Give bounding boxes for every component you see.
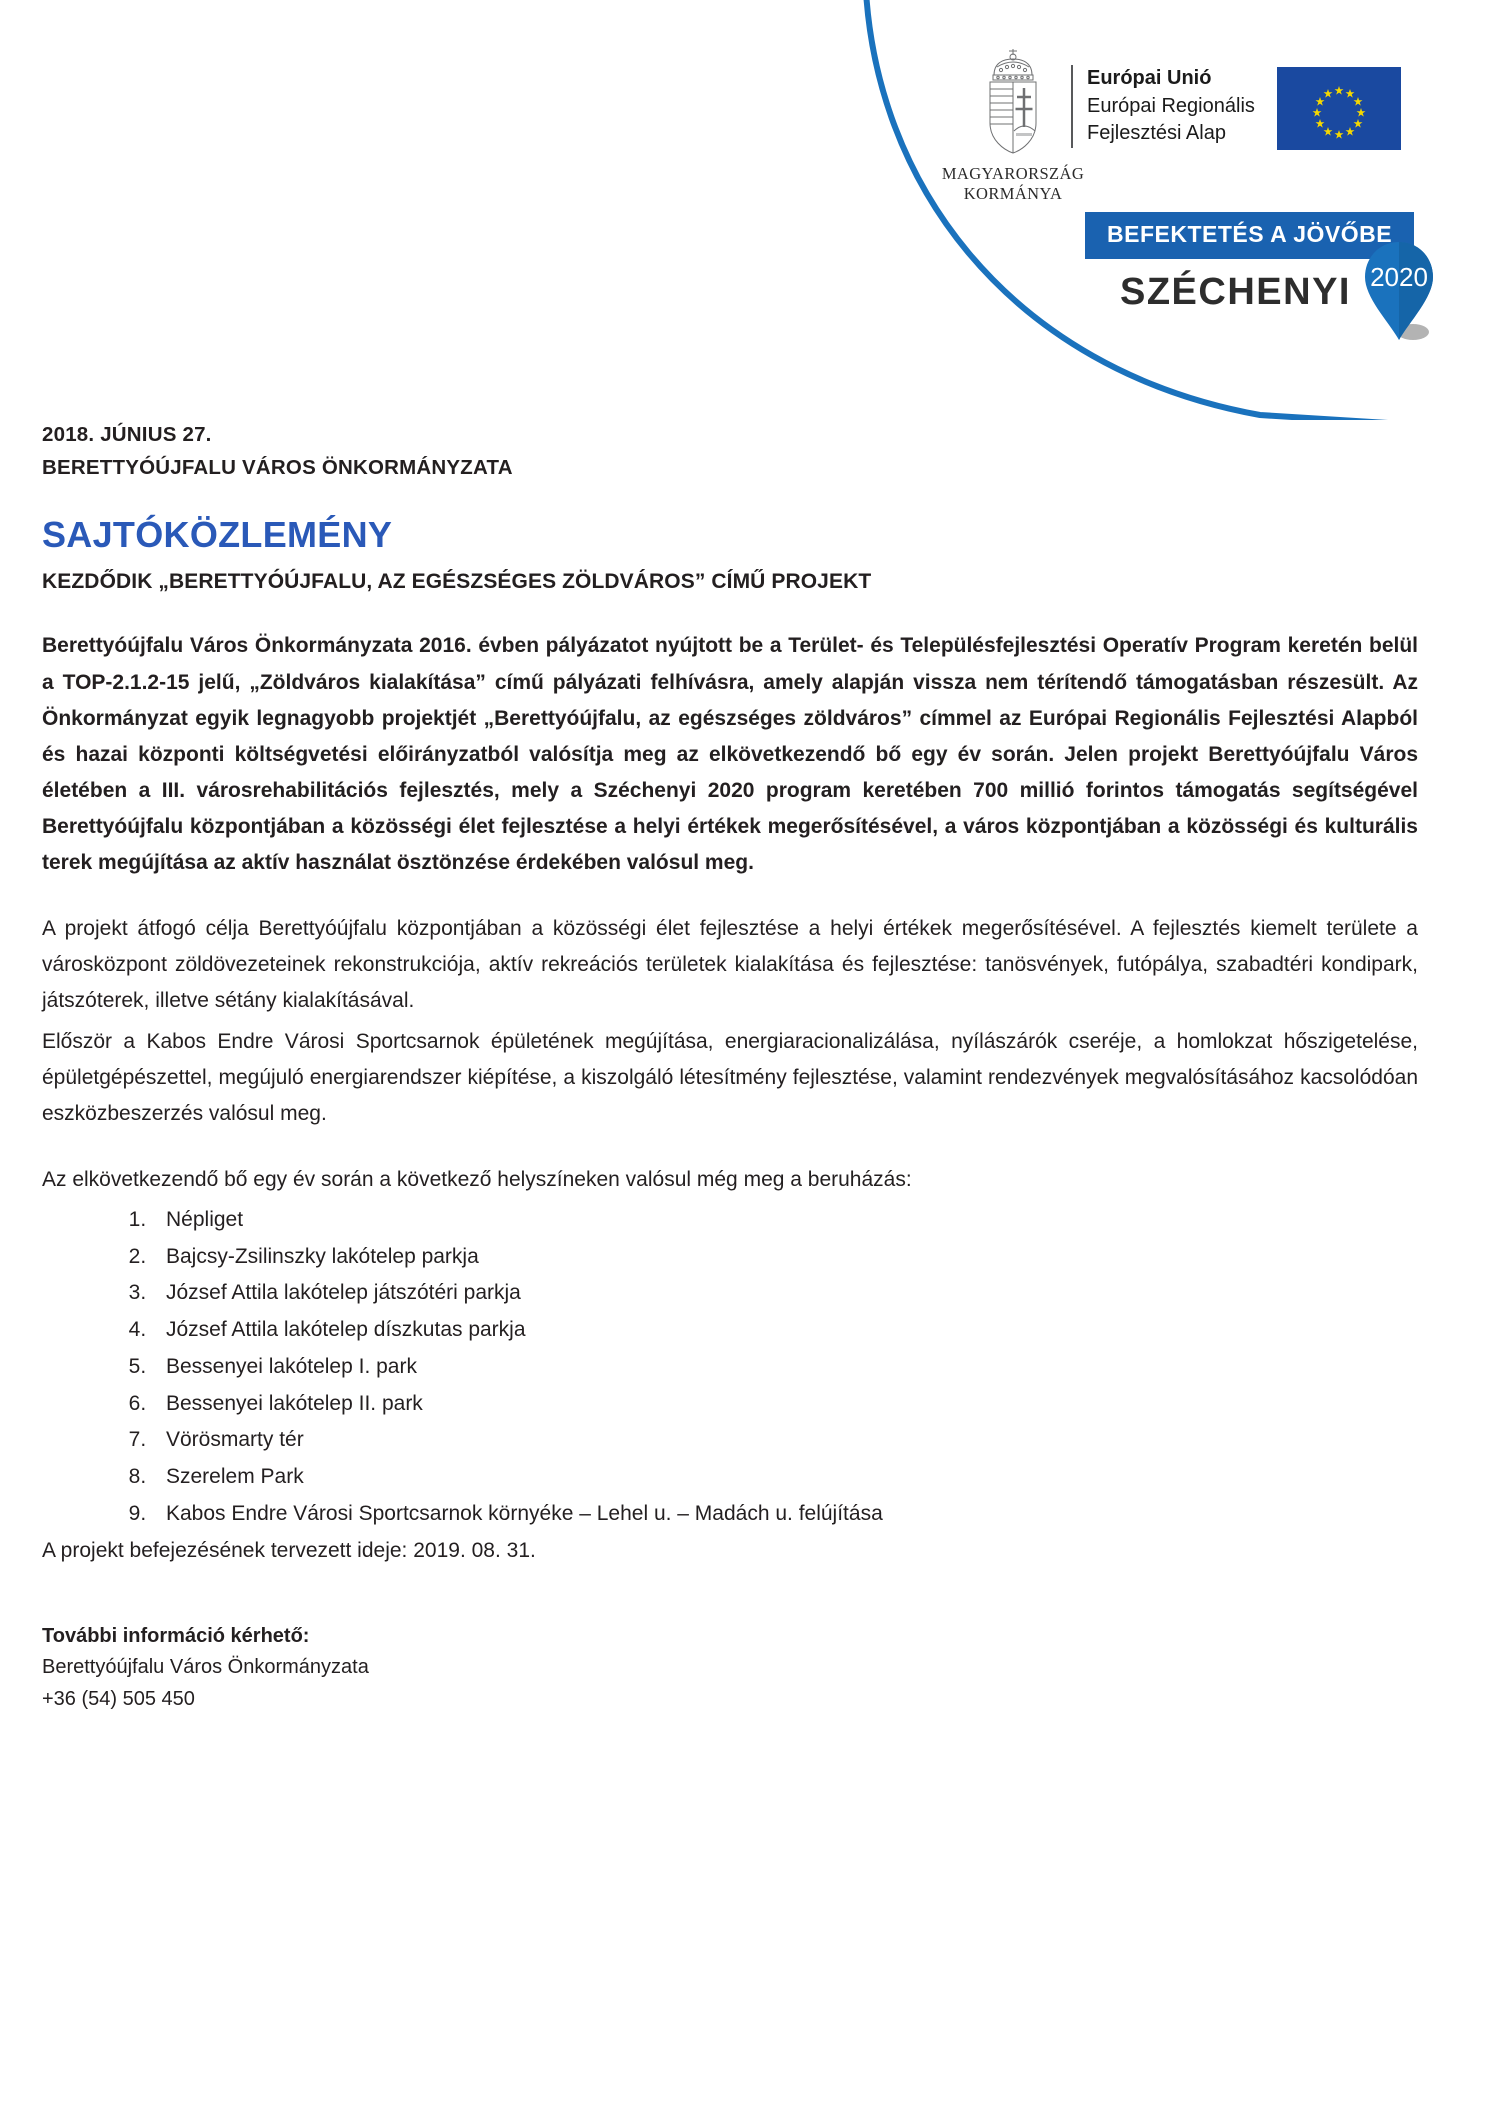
list-item: 7. Vörösmarty tér <box>152 1422 1418 1459</box>
logo-row-top <box>941 45 1401 204</box>
lead-paragraph: Berettyóújfalu Város Önkormányzata 2016. évben pályázatot nyújtott be a Terület- és Településfejlesztési Operatív Program keretén belül a TOP-2.1.2-15 jelű, „Zöldváros kialakítása” című pályázati felhívásra, amely alapján vissza nem térítendő támogatásban részesült. Az Önkormányzat egyik legnagyobb projektjét „Berettyóújfalu, az egészséges zöldváros” címmel az Európai Regionális Fejlesztési Alapból és hazai központi költségvetési előirányzatból valósítja meg az elkövetkezendő bő egy év során. Jelen projekt Berettyóújfalu Város életében a III. városrehabilitációs fejlesztés, mely a Széchenyi 2020 program keretében 700 millió forintos támogatás segítségével Berettyóújfalu központjában a közösségi élet fejlesztése a helyi értékek megerősítésével, a város központjában a közösségi és kulturális terek megújítása az aktív használat ösztönzése érdekében valósul meg. <box>42 634 1418 875</box>
eu-flag-icon <box>1277 67 1401 150</box>
funding-logos <box>941 45 1414 259</box>
eu-line-3: Fejlesztési Alap <box>1087 122 1226 145</box>
eu-stars <box>1277 67 1401 150</box>
szechenyi-2020-logo <box>1120 240 1441 344</box>
list-item: 5. Bessenyei lakótelep I. park <box>152 1349 1418 1386</box>
page-title: SAJTÓKÖZLEMÉNY <box>42 514 393 556</box>
hungary-government-label <box>942 164 1084 204</box>
coa-line-1: MAGYARORSZÁG <box>941 164 1085 183</box>
paragraph-overview: A projekt átfogó célja Berettyóújfalu központjában a közösségi élet fejlesztése a helyi értékek megerősítésével. A fejlesztés kiemelt területe a városközpont zöldövezeteinek rekonstrukciója, aktív rekreációs területek kialakítása és fejlesztése: tanösvények, futópálya, szabadtéri kondipark, játszóterek, illetve sétány kialakításával. <box>42 917 1418 1013</box>
site-list-intro: Az elkövetkezendő bő egy év során a következő helyszíneken valósul még meg a beruházás: <box>42 1167 912 1191</box>
document-body <box>42 418 1418 1716</box>
szechenyi-map-pin-icon <box>1357 240 1441 344</box>
szechenyi-year: 2020 <box>1370 262 1428 292</box>
publication-date: 2018. JÚNIUS 27. <box>42 423 212 446</box>
list-item: 3. József Attila lakótelep játszótéri parkja <box>152 1275 1418 1312</box>
document-header <box>0 0 1500 420</box>
issuing-organization: BERETTYÓÚJFALU VÁROS ÖNKORMÁNYZATA <box>42 456 513 480</box>
list-item: 2. Bajcsy-Zsilinszky lakótelep parkja <box>152 1239 1418 1276</box>
list-item: 1. Népliget <box>152 1202 1418 1239</box>
contact-block <box>42 1621 1418 1716</box>
eu-line-2: Európai Regionális <box>1087 94 1255 117</box>
coa-line-2: KORMÁNYA <box>963 184 1063 204</box>
investment-site-list <box>42 1202 1418 1533</box>
contact-heading: További információ kérhető: <box>42 1624 310 1647</box>
list-item: 8. Szerelem Park <box>152 1459 1418 1496</box>
list-item: 9. Kabos Endre Városi Sportcsarnok környéke – Lehel u. – Madách u. felújítása <box>152 1496 1418 1533</box>
list-item: 4. József Attila lakótelep díszkutas parkja <box>152 1312 1418 1349</box>
page-subtitle: KEZDŐDIK „BERETTYÓÚJFALU, AZ EGÉSZSÉGES ZÖLDVÁROS” CÍMŰ PROJEKT <box>42 570 872 594</box>
invest-in-future-banner: BEFEKTETÉS A JÖVŐBE <box>1085 212 1414 259</box>
szechenyi-wordmark: SZÉCHENYI <box>1120 270 1351 313</box>
eu-fund-text <box>1071 65 1255 148</box>
contact-organization: Berettyóújfalu Város Önkormányzata <box>42 1656 369 1679</box>
list-item: 6. Bessenyei lakótelep II. park <box>152 1386 1418 1423</box>
contact-phone: +36 (54) 505 450 <box>42 1687 195 1710</box>
hungarian-coat-of-arms-icon <box>980 45 1046 157</box>
eu-line-1: Európai Unió <box>1087 67 1212 89</box>
hungary-government-logo <box>941 45 1085 204</box>
completion-date-note: A projekt befejezésének tervezett ideje: 2019. 08. 31. <box>42 1538 536 1562</box>
paragraph-sportshall: Először a Kabos Endre Városi Sportcsarnok épületének megújítása, energiaracionalizálása, nyílászárók cseréje, a homlokzat hőszigetelése, épületgépészettel, megújuló energiarendszer kiépítése, a kiszolgáló létesítmény fejlesztése, valamint rendezvények megvalósításához kacsolódóan eszközbeszerzés valósul meg. <box>42 1029 1418 1125</box>
